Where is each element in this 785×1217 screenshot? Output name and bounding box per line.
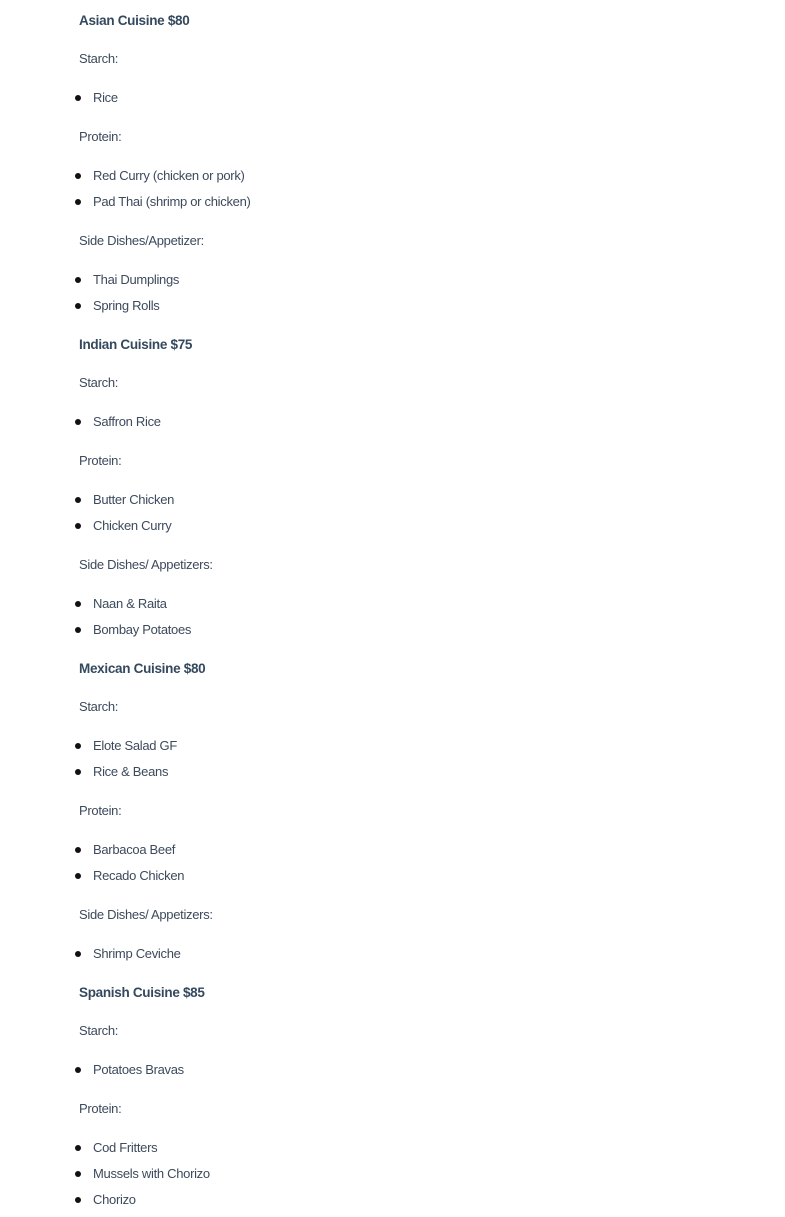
section-label-protein: Protein: [79,803,122,818]
bullet-icon [75,277,81,283]
section-label-protein: Protein: [79,129,122,144]
bullet-icon [75,199,81,205]
menu-content [79,0,759,1217]
section-label-starch: Starch: [79,375,119,390]
bullet-icon [75,303,81,309]
bullet-icon [75,627,81,633]
item-list [79,1061,759,1087]
section-label-protein: Protein: [79,453,122,468]
item-list [79,89,759,115]
cuisine-block-indian [79,336,759,647]
list-item: Bombay Potatoes [79,621,759,647]
list-item: Rice [79,89,759,115]
bullet-icon [75,173,81,179]
list-item: Pad Thai (shrimp or chicken) [79,193,759,219]
cuisine-block-mexican [79,660,759,971]
list-item: Spring Rolls [79,297,759,323]
list-item: Saffron Rice [79,413,759,439]
list-item: Thai Dumplings [79,271,759,297]
list-item: Chicken Curry [79,517,759,543]
list-item: Naan & Raita [79,595,759,621]
item-list [79,413,759,439]
bullet-icon [75,1145,81,1151]
item-list [79,491,759,543]
bullet-icon [75,847,81,853]
list-item: Chorizo [79,1191,759,1217]
cuisine-title: Spanish Cuisine $85 [79,985,205,1000]
list-item: Butter Chicken [79,491,759,517]
bullet-icon [75,419,81,425]
cuisine-block-spanish [79,984,759,1217]
bullet-icon [75,1197,81,1203]
section-label-sides: Side Dishes/ Appetizers: [79,907,213,922]
list-item: Red Curry (chicken or pork) [79,167,759,193]
bullet-icon [75,951,81,957]
section-label-sides: Side Dishes/ Appetizers: [79,557,213,572]
bullet-icon [75,1171,81,1177]
section-label-starch: Starch: [79,699,119,714]
bullet-icon [75,523,81,529]
bullet-icon [75,497,81,503]
list-item: Barbacoa Beef [79,841,759,867]
bullet-icon [75,873,81,879]
bullet-icon [75,769,81,775]
item-list [79,737,759,789]
item-list [79,167,759,219]
list-item: Mussels with Chorizo [79,1165,759,1191]
cuisine-title: Mexican Cuisine $80 [79,661,206,676]
cuisine-title: Indian Cuisine $75 [79,337,193,352]
list-item: Potatoes Bravas [79,1061,759,1087]
item-list [79,945,759,971]
section-label-starch: Starch: [79,51,119,66]
bullet-icon [75,743,81,749]
list-item: Rice & Beans [79,763,759,789]
section-label-starch: Starch: [79,1023,119,1038]
section-label-sides: Side Dishes/Appetizer: [79,233,204,248]
section-label-protein: Protein: [79,1101,122,1116]
item-list [79,841,759,893]
bullet-icon [75,95,81,101]
bullet-icon [75,601,81,607]
list-item: Recado Chicken [79,867,759,893]
item-list [79,271,759,323]
bullet-icon [75,1067,81,1073]
cuisine-block-asian [79,0,759,323]
item-list [79,595,759,647]
list-item: Cod Fritters [79,1139,759,1165]
list-item: Shrimp Ceviche [79,945,759,971]
cuisine-title: Asian Cuisine $80 [79,13,190,28]
item-list [79,1139,759,1217]
list-item: Elote Salad GF [79,737,759,763]
